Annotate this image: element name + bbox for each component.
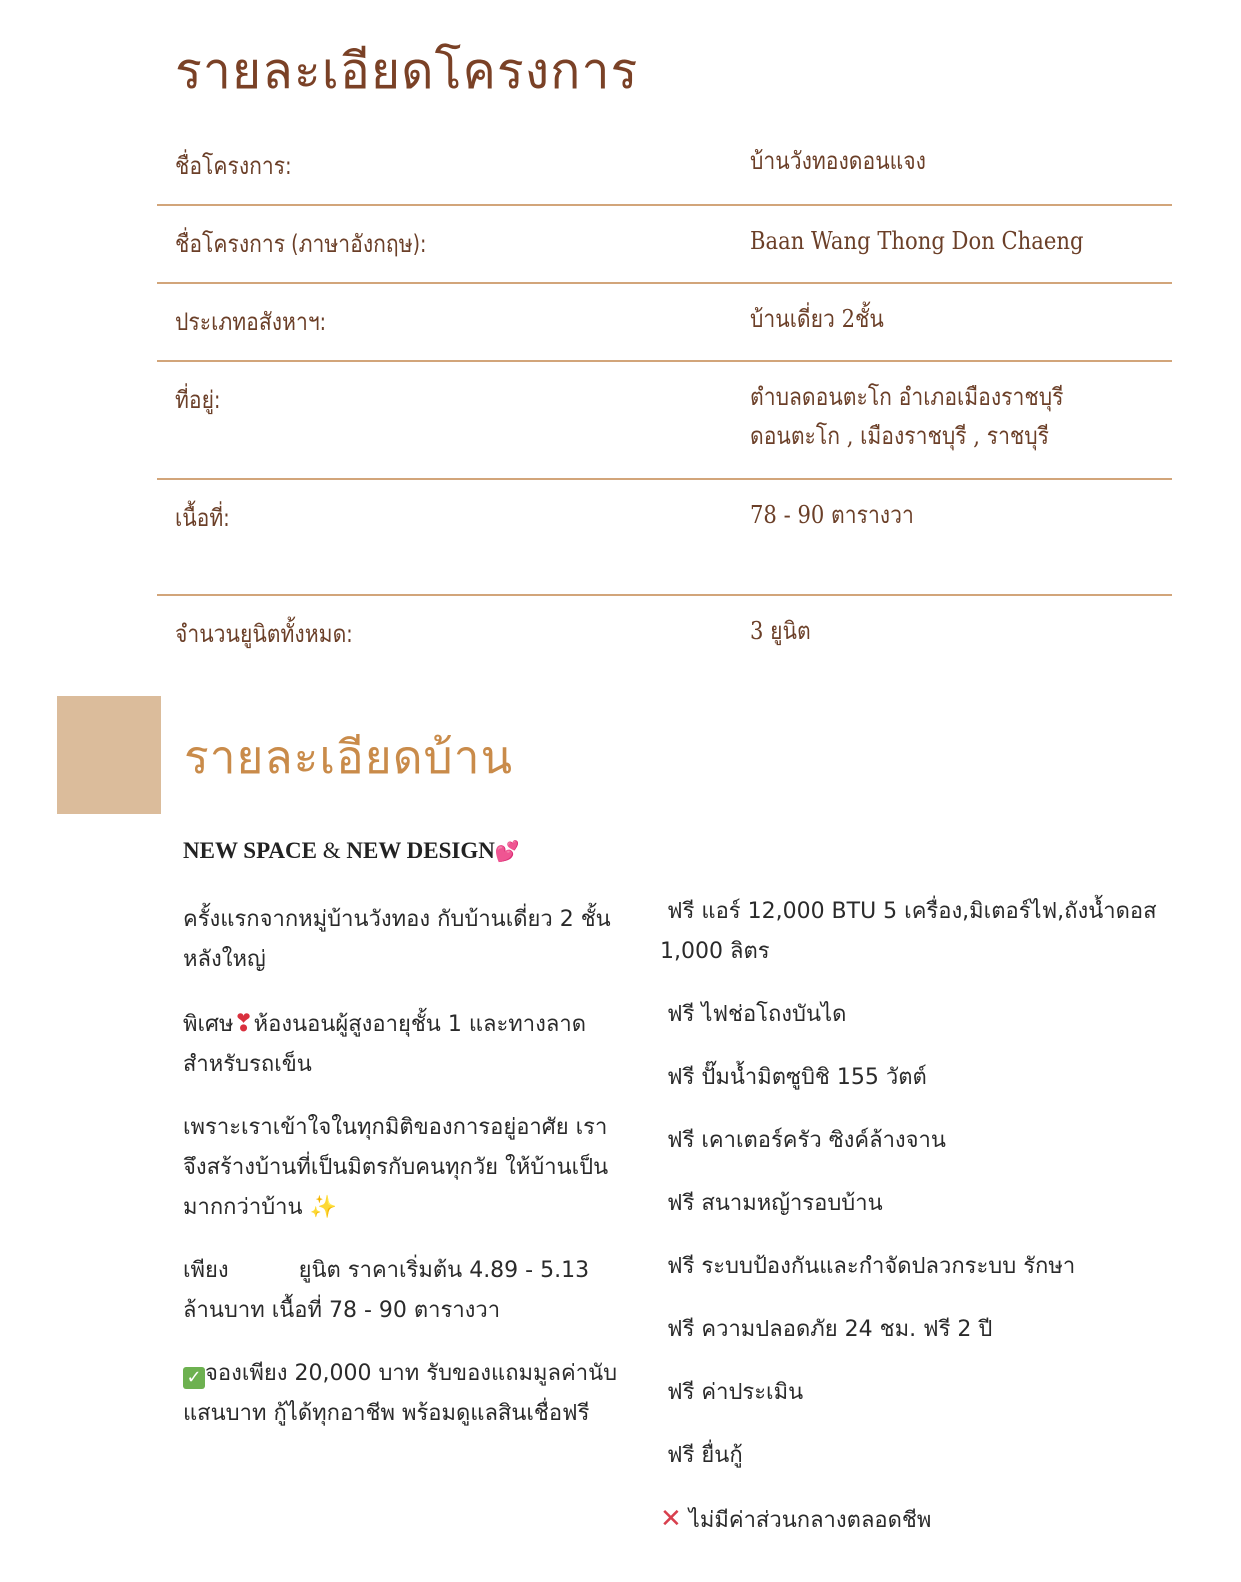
row-label: ที่อยู่: [175, 386, 221, 414]
list-item: ฟรี เคาเตอร์ครัว ซิงค์ล้างจาน [667, 1128, 946, 1153]
paragraph-prefix: พิเศษ [183, 1012, 234, 1037]
row-value: ตำบลดอนตะโก อำเภอเมืองราชบุรี [750, 383, 1064, 411]
project-details-table [157, 130, 1172, 672]
list-item: ฟรี ยื่นกู้ [667, 1443, 743, 1468]
list-item-no-fee [660, 1499, 1160, 1541]
row-label: ประเภทอสังหาฯ: [175, 308, 327, 336]
row-value: 78 - 90 ตารางวา [750, 501, 914, 529]
table-row-address [157, 362, 1172, 480]
paragraph-intro [183, 900, 628, 980]
tagline-amp: & [316, 838, 347, 863]
tagline [183, 838, 520, 864]
row-label: ชื่อโครงการ: [175, 152, 292, 180]
table-row-total-units [157, 596, 1172, 672]
list-item: ฟรี ไฟช่อโถงบันได [667, 1002, 847, 1027]
tagline-part2: NEW DESIGN [346, 838, 495, 863]
paragraph-text: เพราะเราเข้าใจในทุกมิติของการอยู่อาศัย เราจึงสร้างบ้านที่เป็นมิตรกับคนทุกวัย ให้บ้านเป็นมากกว่าบ้าน [183, 1115, 609, 1220]
list-item-text: ไม่มีค่าส่วนกลางตลอดชีพ [688, 1508, 932, 1533]
row-value: บ้านเดี่ยว 2ชั้น [750, 305, 884, 333]
list-item: ฟรี ปั๊มน้ำมิตซูบิชิ 155 วัตต์ [667, 1065, 927, 1090]
paragraph-text: ครั้งแรกจากหมู่บ้านวังทอง กับบ้านเดี่ยว 2 ชั้นหลังใหญ่ [183, 907, 611, 972]
paragraph-price [183, 1251, 628, 1331]
table-row-property-type [157, 284, 1172, 362]
paragraph-text: เพียง ยูนิต ราคาเริ่มต้น 4.89 - 5.13 ล้านบาท เนื้อที่ 78 - 90 ตารางวา [183, 1258, 597, 1323]
row-value: 3 ยูนิต [750, 617, 811, 645]
tagline-part1: NEW SPACE [183, 838, 317, 863]
table-row-area [157, 480, 1172, 596]
paragraph-booking [183, 1354, 628, 1434]
house-description-column [183, 900, 628, 1457]
list-item: ฟรี แอร์ 12,000 BTU 5 เครื่อง,มิเตอร์ไฟ,ถังน้ำดอส 1,000 ลิตร [660, 899, 1157, 964]
row-label: เนื้อที่: [175, 504, 230, 532]
project-details-title: รายละเอียดโครงการ [175, 42, 639, 100]
sparkles-icon: ✨ [309, 1195, 337, 1220]
row-value-line2: ดอนตะโก , เมืองราชบุรี , ราชบุรี [750, 422, 1050, 450]
paragraph-philosophy [183, 1108, 628, 1228]
table-row-project-name-en [157, 206, 1172, 284]
cross-mark-icon: ✕ [660, 1504, 682, 1534]
table-row-project-name [157, 130, 1172, 206]
list-item: ฟรี ความปลอดภัย 24 ชม. ฟรี 2 ปี [667, 1317, 993, 1342]
paragraph-text: จองเพียง 20,000 บาท รับของแถมมูลค่านับแสนบาท กู้ได้ทุกอาชีพ พร้อมดูแลสินเชื่อฟรี [183, 1361, 618, 1426]
list-item: ฟรี ระบบป้องกันและกำจัดปลวกระบบ รักษา [667, 1254, 1076, 1279]
row-label: ชื่อโครงการ (ภาษาอังกฤษ): [175, 230, 427, 258]
heart-exclamation-icon: ❣ [233, 1009, 254, 1037]
paragraph-special [183, 1003, 628, 1085]
paragraph-text: ห้องนอนผู้สูงอายุชั้น 1 และทางลาดสำหรับรถเข็น [183, 1012, 587, 1077]
list-item: ฟรี ค่าประเมิน [667, 1380, 804, 1405]
row-value: Baan Wang Thong Don Chaeng [750, 227, 1084, 255]
house-details-title: รายละเอียดบ้าน [184, 730, 514, 784]
check-mark-icon: ✓ [183, 1367, 205, 1389]
section-accent-block [57, 696, 161, 814]
list-item: ฟรี สนามหญ้ารอบบ้าน [667, 1191, 883, 1216]
row-value: บ้านวังทองดอนแจง [750, 147, 926, 175]
row-label: จำนวนยูนิตทั้งหมด: [175, 620, 353, 648]
free-items-list [660, 892, 1160, 1564]
two-hearts-icon: 💕 [494, 841, 520, 863]
